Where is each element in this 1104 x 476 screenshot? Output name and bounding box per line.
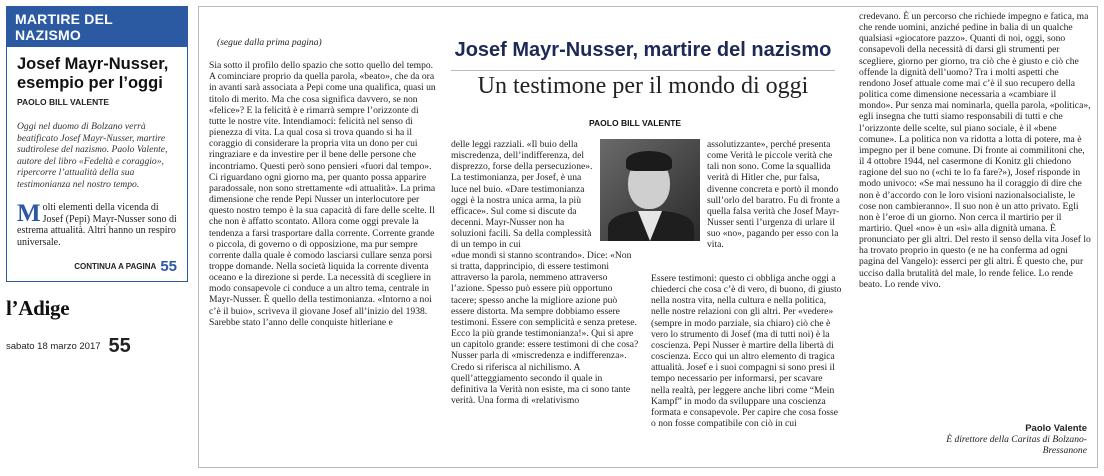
column-4-text: credevano. È un percorso che richiede impegno e fatica, ma che rende uomini, anziché pedine in balia di un qualche qualsiasi «giocatore pazzo». Quanti di noi, oggi, sono consapevoli della necessità di darsi gli strumenti per scegliere, giorno per giorno, tra ciò che è giusto e ciò che offende la dignità dell’uomo? Tra i molti aspetti che rendono Josef attuale come mai c’è il suo recupero della politica come dimensione necessaria a «cambiare il mondo». Pur senza mai nominarla, quella parola, «politica», egli insegna che tutti siamo responsabili di tutti e che l’orizzonte delle scelte, sul piano sociale, è il «bene comune». La politica non va ridotta a lotta di potere, ma è impegno per il bene comune. Di fronte ai commilitoni che, il 4 ottobre 1944, nel casermone di Konitz gli chiedono ragione del suo no («chi te lo fa fare?»), Josef risponde in modo univoco: «Se mai nessuno ha il coraggio di dire che non è d’accordo con le loro visioni nazionalsocialiste, le cose non cambieranno». Il suo non è un atto privato. Egli non è l’eroe di un giorno. Non cerca il martirio per il martirio. Quel «no» è un «sì» alla dignità umana. È pronunciato per gli altri. Del resto il senso della vita Josef lo ha trovato proprio in questo (e ne ha conferma ad ogni pagina del Vangelo): esserci per gli altri. È questo che, pur ucciso dalla brutalità del male, lo rende felice. Lo rende beato. Lo rende vivo. bbox=[859, 11, 1091, 290]
column-3b-text: Essere testimoni: questo ci obbliga anche oggi a chiederci che cosa c’è di vero, di buono, di giusto nella nostra vita, nella cultura e nella politica, nelle nostre relazioni con gli altri. Per «vedere» (sempre in modo parziale, sia chiaro) ciò che è vero lo strumento di Josef (ma di tutti noi) è la coscienza. Pepi Nusser è martire della libertà di coscienza. Ecco qui un altro elemento di tragica attualità. Josef e i suoi compagni si sono presi il tempo necessario per informarsi, per scavare nella realtà, per leggere anche libri come “Mein Kampf” in modo da sviluppare una coscienza formata e consapevole. Per capire che cosa fosse o non fosse compatibile con ciò in cui bbox=[651, 273, 842, 430]
continued-note: (segue dalla prima pagina) bbox=[217, 37, 322, 48]
teaser-text bbox=[17, 202, 177, 248]
teaser-text-body: olti elementi della vicenda di Josef (Pepi) Mayr-Nusser sono di estrema attualità. Altri hanno un respiro universale. bbox=[17, 202, 177, 248]
section-tag: MARTIRE DEL NAZISMO bbox=[7, 7, 187, 47]
photo-figure-hair bbox=[626, 151, 672, 171]
continua-label: CONTINUA A PAGINA bbox=[74, 262, 157, 271]
article-byline: PAOLO BILL VALENTE bbox=[589, 118, 682, 128]
teaser-box bbox=[6, 6, 188, 282]
article bbox=[198, 6, 1098, 468]
continua-page: 55 bbox=[160, 258, 177, 275]
teaser-author: PAOLO BILL VALENTE bbox=[17, 97, 110, 107]
newspaper-logo: l’Adige bbox=[6, 296, 70, 320]
headline-rule bbox=[451, 70, 835, 71]
article-column-3b bbox=[651, 273, 843, 429]
dropcap: M bbox=[17, 200, 41, 227]
article-headline: Josef Mayr-Nusser, martire del nazismo bbox=[454, 39, 832, 61]
signature-name: Paolo Valente bbox=[1025, 423, 1087, 434]
column-2b-text: «due mondi si stanno scontrando». Dice: «Non si tratta, dapprincipio, di essere testimoni attraverso la parola, nemmeno attraverso l’azione. Spesso può essere più opportuno tacere; spesso anche la migliore azione può essere distorta. Ma sempre dobbiamo essere testimoni. Essere con semplicità e senza pretese. Ecco la più grande testimonianza!». Qui si apre un capitolo grande: essere testimoni di che cosa? Nusser parla di «miscredenza e indifferenza». Credo si riferisca al nichilismo. A quell’atteggiamento secondo il quale in definitiva la Verità non esiste, ma ci sono tante verità. Una forma di «relativismo bbox=[451, 250, 639, 407]
issue-date: sabato 18 marzo 2017 bbox=[6, 341, 101, 352]
article-column-2a bbox=[451, 139, 593, 251]
dateline bbox=[6, 335, 188, 358]
article-column-3a bbox=[707, 139, 843, 251]
page-number: 55 bbox=[108, 335, 131, 357]
column-2a-text: delle leggi razziali. «Il buio della miscredenza, dell’indifferenza, del disprezzo, forse della persecuzione». La testimonianza, per Josef, è una luce nel buio. «Dare testimonianza oggi è la nostra unica arma, la più efficace». Sul come si discute da decenni. Mayr-Nusser non ha soluzioni facili. Sa della complessità di un tempo in cui bbox=[451, 139, 593, 251]
continua-link[interactable] bbox=[17, 258, 177, 275]
column-1-text: Sia sotto il profilo dello spazio che sotto quello del tempo. A cominciare proprio da quella parola, «beato», che da ora in avanti sarà associata a Pepi come una qualifica, quasi un titolo di merito. Ma che cosa significa davvero, se non «felice»? E la felicità è e rimarrà sempre l’orizzonte di tutte le nostre vite. Intendiamoci: felicità nel senso di pienezza di vita. La qual cosa si trova quando si ha il coraggio di considerare la propria vita un dono per cui ringraziare e da investire per il bene delle persone che incontriamo. Questi però sono pensieri «fuori dal tempo». Ci riguardano ogni giorno ma, per quanto possa apparire paradossale, non sono strettamente «di attualità». La prima dimensione che rende Pepi Nusser un interlocutore per questo nostro tempo è la sua capacità di fare delle scelte. Il che non è affatto scontato. Allora come oggi prevale la tendenza a farsi trasportare dalla corrente. Corrente grande o piccola, di governo o di opposizione, ma pur sempre corrente dalla quale è comodo lasciarsi cullare senza porsi troppe domande. Nella società liquida la corrente diventa oceano e la direzione si perde. La necessità di scegliere in modo consapevole ci conduce a un altro tema, centrale in Mayr-Nusser. È quello della testimonianza. «Intorno a noi c’è il buio», scriveva il giovane Josef all’inizio del 1938. Sarebbe stato l’anno delle conquiste hitleriane e bbox=[209, 60, 436, 328]
teaser-title: Josef Mayr-Nusser, esempio per l’oggi bbox=[17, 55, 169, 92]
article-column-2b bbox=[451, 250, 639, 406]
teaser-body bbox=[7, 47, 187, 281]
teaser-panel bbox=[6, 6, 188, 358]
signature-role: È direttore della Caritas di Bolzano-Bressanone bbox=[946, 434, 1087, 457]
portrait-photo bbox=[600, 139, 700, 241]
article-column-4 bbox=[859, 11, 1091, 290]
article-subhead: Un testimone per il mondo di oggi bbox=[477, 73, 809, 99]
author-signature bbox=[937, 423, 1087, 456]
article-column-1 bbox=[209, 37, 437, 328]
teaser-lead: Oggi nel duomo di Bolzano verrà beatificato Josef Mayr-Nusser, martire sudtirolese del nazismo. Paolo Valente, autore del libro «Fedeltà e coraggio», ripercorre l’attualità della sua testimonianza nel nostro tempo. bbox=[17, 121, 168, 190]
column-3a-text: assolutizzante», perché presenta come Verità le piccole verità che tali non sono. Come la squallida verità di Hitler che, pur falsa, divenne concreta e portò il mondo sull’orlo del baratro. Fu di fronte a quella falsa verità che Josef Mayr-Nusser sentì l’urgenza di urlare il suo «no», pagando per esso con la vita. bbox=[707, 139, 840, 251]
